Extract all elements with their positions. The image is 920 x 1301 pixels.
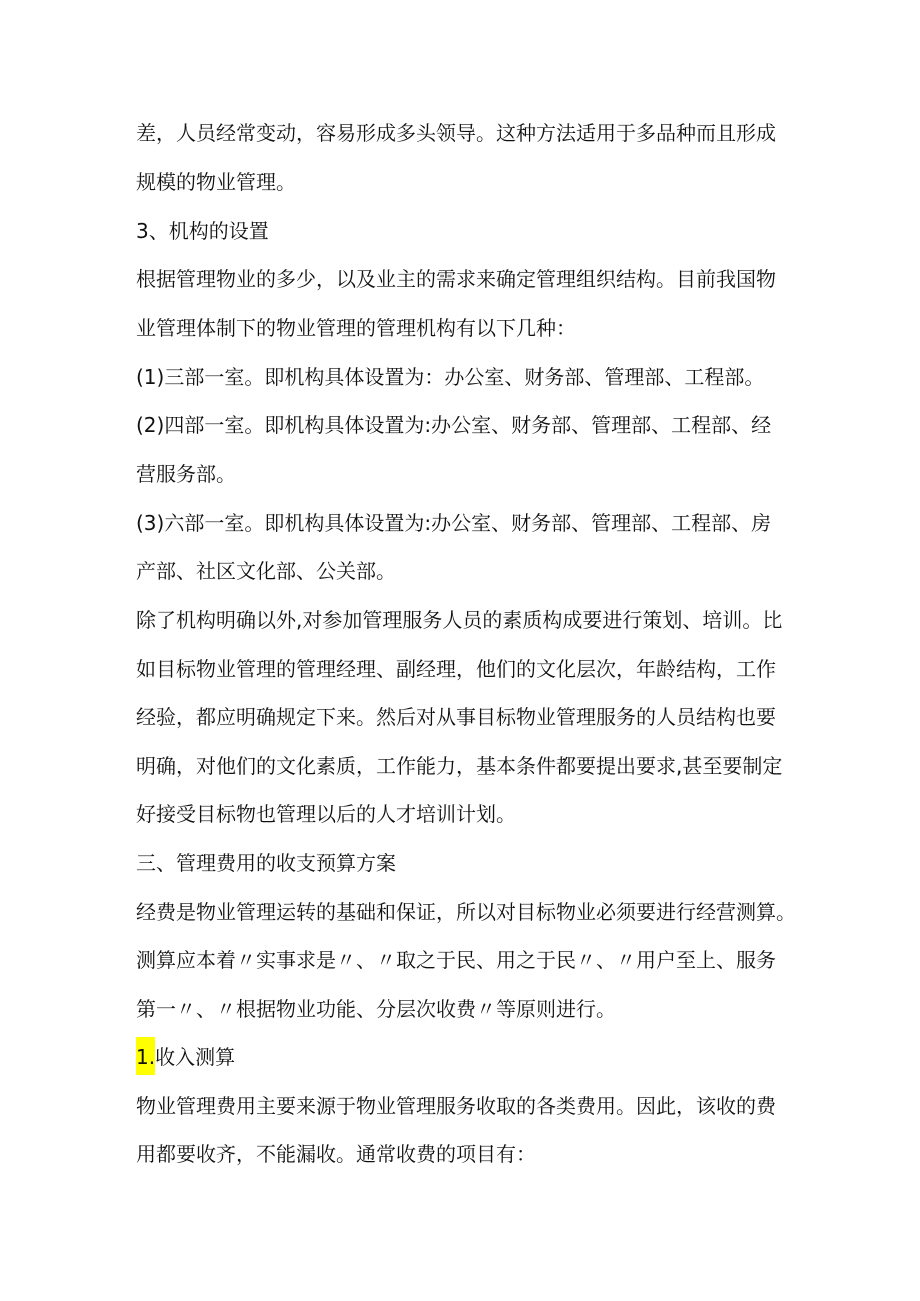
text-line: 如目标物业管理的管理经理、副经理，他们的文化层次，年龄结构，工作 bbox=[136, 657, 776, 681]
section-heading: 3、机构的设置 bbox=[136, 219, 269, 243]
subsection-title: 收入测算 bbox=[155, 1045, 236, 1069]
text-line: 第一〃、〃根据物业功能、分层次收费〃等原则进行。 bbox=[136, 997, 616, 1021]
text-line: 差，人员经常变动，容易形成多头领导。这种方法适用于多品种而且形成 bbox=[136, 121, 776, 145]
list-item: (2)四部一室。即机构具体设置为:办公室、财务部、管理部、工程部、经 bbox=[136, 413, 772, 437]
text-line: 除了机构明确以外,对参加管理服务人员的素质构成要进行策划、培训。比 bbox=[136, 608, 783, 632]
text-line: 物业管理费用主要来源于物业管理服务收取的各类费用。因此，该收的费 bbox=[136, 1094, 776, 1118]
text-line: 营服务部。 bbox=[136, 462, 236, 486]
highlighted-section-number: 1. bbox=[136, 1037, 155, 1075]
text-line: 根据管理物业的多少，以及业主的需求来确定管理组织结构。目前我国物 bbox=[136, 267, 776, 291]
text-line: 经费是物业管理运转的基础和保证，所以对目标物业必须要进行经营测算。 bbox=[136, 900, 796, 924]
text-line: 产部、社区文化部、公关部。 bbox=[136, 559, 396, 583]
text-line: 业管理体制下的物业管理的管理机构有以下几种： bbox=[136, 316, 576, 340]
text-line: 用都要收齐，不能漏收。通常收费的项目有： bbox=[136, 1142, 536, 1166]
list-item: (3)六部一室。即机构具体设置为:办公室、财务部、管理部、工程部、房 bbox=[136, 511, 772, 535]
text-line: 好接受目标物也管理以后的人才培训计划。 bbox=[136, 802, 516, 826]
section-heading: 三、管理费用的收支预算方案 bbox=[136, 851, 396, 875]
subsection-heading bbox=[136, 1043, 235, 1075]
text-line: 规模的物业管理。 bbox=[136, 170, 296, 194]
text-line: 经验，都应明确规定下来。然后对从事目标物业管理服务的人员结构也要 bbox=[136, 705, 776, 729]
list-item: (1)三部一室。即机构具体设置为：办公室、财务部、管理部、工程部。 bbox=[136, 365, 765, 389]
text-line: 明确，对他们的文化素质，工作能力，基本条件都要提出要求,甚至要制定 bbox=[136, 754, 783, 778]
text-line: 测算应本着〃实事求是〃、〃取之于民、用之于民〃、〃用户至上、服务 bbox=[136, 948, 776, 972]
